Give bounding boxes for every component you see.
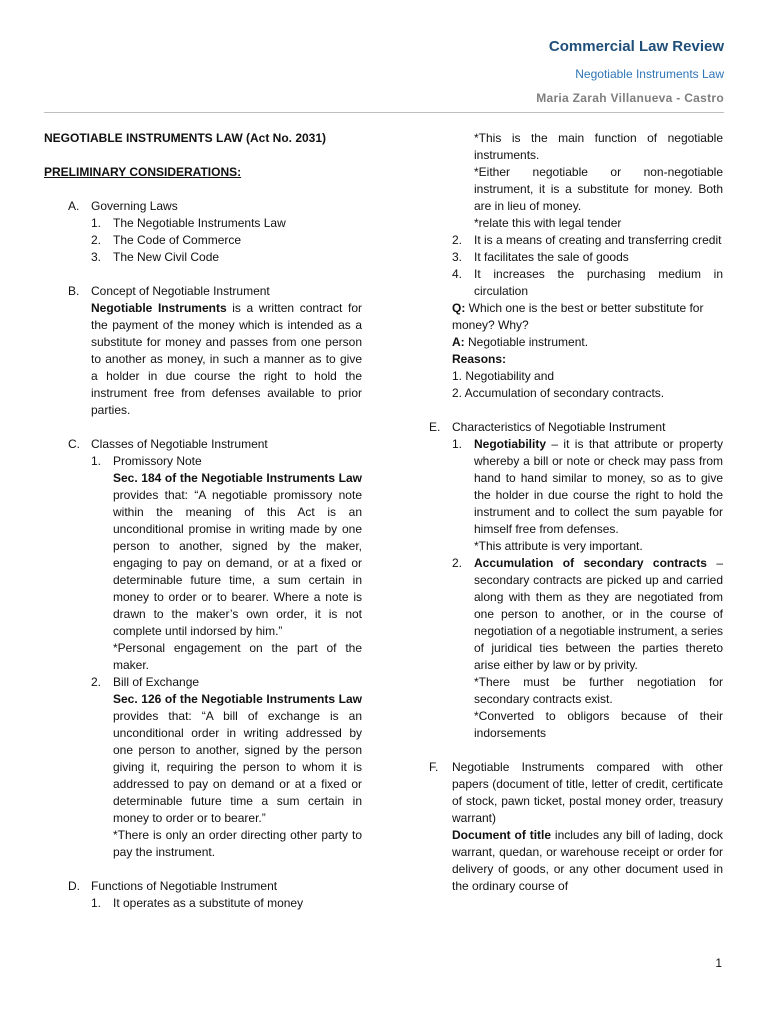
item-text: The New Civil Code [113,250,220,264]
right-column [429,130,723,895]
answer-label: A: [452,335,465,349]
left-column [44,130,362,912]
question-text: Which one is the best or better substitute for money? Why? [452,301,704,332]
section-label: C. [68,437,80,451]
section-title: Functions of Negotiable Instrument [91,879,278,893]
item-number: 1. [91,216,102,230]
concept-paragraph [44,300,362,419]
section-d-heading [44,878,362,895]
section-label: B. [68,284,80,298]
list-item [429,436,723,538]
item-number: 2. [91,233,102,247]
header-title: Commercial Law Review [548,38,724,55]
list-item [429,266,723,300]
item-number: 3. [91,250,102,264]
section-title: Concept of Negotiable Instrument [91,284,270,298]
section-e-heading [429,419,723,436]
item-number: 4. [452,267,463,281]
section-title: Classes of Negotiable Instrument [91,437,268,451]
note: *Personal engagement on the part of the maker. [113,641,362,672]
section-label: E. [429,420,441,434]
note: *relate this with legal tender [474,216,622,230]
section-title: Governing Laws [91,199,178,213]
note: *There must be further negotiation for secondary contracts exist. [474,675,723,706]
section-label: F. [429,760,439,774]
term-body: includes any bill of lading, dock warrant, quedan, or warehouse receipt or order for delivery of goods, or any other document used in the ordinary course of [452,828,723,893]
item-text: The Code of Commerce [113,233,242,247]
item-number: 2. [91,675,102,689]
bill-of-exchange-definition [44,691,362,827]
document-title: NEGOTIABLE INSTRUMENTS LAW (Act No. 2031) [44,131,327,145]
item-text [474,436,723,538]
note: *This is the main function of negotiable instruments. [474,131,723,162]
section-c-heading [44,436,362,453]
question-label: Q: [452,301,466,315]
list-item [44,895,362,912]
section-citation: Sec. 184 of the Negotiable Instruments Law [113,471,362,485]
section-label: A. [68,199,80,213]
question [429,300,723,334]
term-lead: Negotiability [474,437,547,451]
answer [429,334,723,351]
item-text: The Negotiable Instruments Law [113,216,286,230]
term-body: – it is that attribute or property whereby a bill or note or check may pass from hand to hand similar to money, so as to give the holder in due course the right to hold the instrument and to collect the sum payable for himself free from defenses. [474,437,723,536]
section-f-heading [429,759,723,827]
header-divider [44,112,724,113]
document-of-title-paragraph [429,827,723,895]
term-lead: Document of title [452,828,552,842]
list-item [44,453,362,470]
reason-item: 2. Accumulation of secondary contracts. [452,386,665,400]
term-lead: Negotiable Instruments [91,301,227,315]
citation-body: provides that: “A negotiable promissory note within the meaning of this Act is an unconditional promise in writing made by one person to another, signed by the maker, engaging to pay on demand, or at a fixed or determinable future time, a sum certain in money to order or to bearer. Where a note is drawn to the maker’s own order, it is not complete until indorsed by him.” [113,488,362,638]
item-text [474,555,723,674]
item-text: Bill of Exchange [113,675,200,689]
section-b-heading [44,283,362,300]
list-item [44,249,362,266]
section-label: D. [68,879,80,893]
item-number: 3. [452,250,463,264]
item-text: It facilitates the sale of goods [474,250,629,264]
list-item [429,249,723,266]
reason-item: 1. Negotiability and [452,369,555,383]
item-text: It is a means of creating and transferring credit [474,233,722,247]
item-number: 1. [91,454,102,468]
list-item [44,215,362,232]
list-item [429,555,723,674]
item-text: It increases the purchasing medium in circulation [474,267,723,298]
reasons-heading: Reasons: [452,352,507,366]
term-body: is a written contract for the payment of the money which is intended as a substitute for money and passes from one person to another as money, in such a manner as to give a holder in due course the right to hold the instrument free from defenses available to prior parties. [91,301,362,417]
item-text: It operates as a substitute of money [113,896,304,910]
promissory-note-definition [44,470,362,640]
item-number: 1. [91,896,102,910]
note: *Either negotiable or non-negotiable instrument, it is a substitute for money. Both are in lieu of money. [474,165,723,213]
page-number: 1 [715,956,722,970]
note: *Converted to obligors because of their indorsements [474,709,723,740]
section-citation: Sec. 126 of the Negotiable Instruments Law [113,692,362,706]
list-item [44,232,362,249]
item-number: 1. [452,437,463,451]
answer-text: Negotiable instrument. [464,335,589,349]
item-number: 2. [452,233,463,247]
list-item [44,674,362,691]
section-title: Characteristics of Negotiable Instrument [452,420,666,434]
header-author: Maria Zarah Villanueva - Castro [536,91,724,105]
header-subtitle: Negotiable Instruments Law [575,67,724,81]
item-text: Promissory Note [113,454,202,468]
section-a-heading [44,198,362,215]
item-number: 2. [452,556,463,570]
list-item [429,232,723,249]
term-body: – secondary contracts are picked up and carried along with them as they are negotiated from one person to another, or in the course of negotiation of a negotiable instrument, a series of juridical ties between the parties thereto arise either by law or by privity. [474,556,723,672]
note: *This attribute is very important. [474,539,643,553]
section-title: Negotiable Instruments compared with other papers (document of title, letter of credit, certificate of stock, pawn ticket, postal money order, treasury warrant) [452,760,723,825]
citation-body: provides that: “A bill of exchange is an unconditional order in writing addressed by one person to another, signed by the person giving it, requiring the person to whom it is addressed to pay on demand or at a fixed or determinable future time a sum certain in money to order or to bearer.” [113,709,362,825]
preliminary-heading: PRELIMINARY CONSIDERATIONS: [44,165,242,179]
term-lead: Accumulation of secondary contracts [474,556,707,570]
note: *There is only an order directing other party to pay the instrument. [113,828,362,859]
